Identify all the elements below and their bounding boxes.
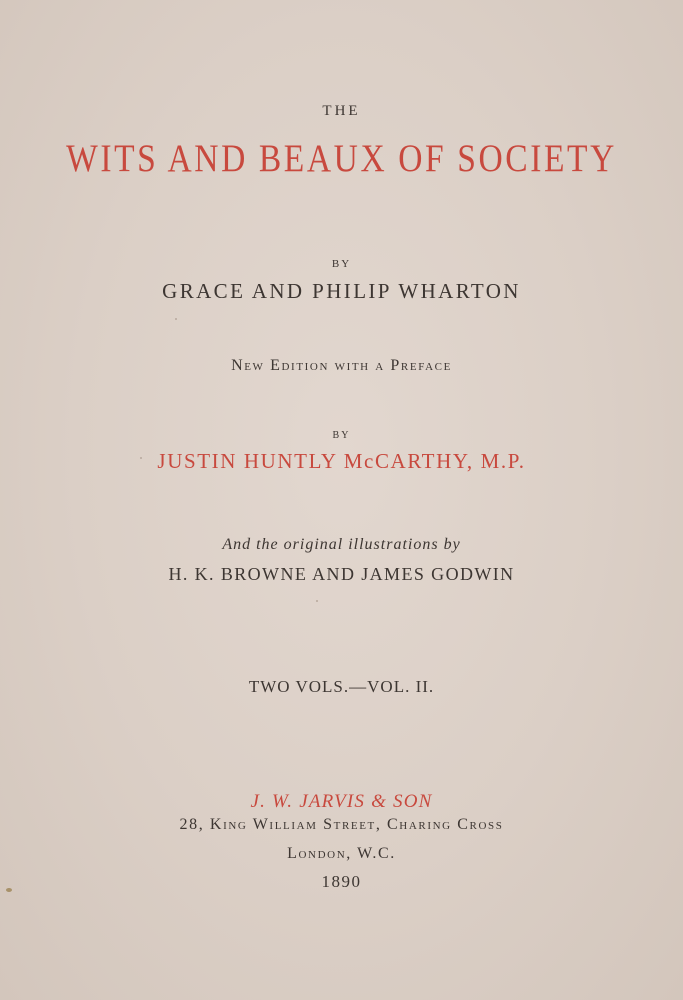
paper-speck: [140, 457, 142, 459]
publisher-city: London, W.C.: [287, 845, 396, 862]
publication-year: 1890: [321, 872, 362, 891]
authors: GRACE AND PHILIP WHARTON: [162, 279, 521, 303]
by-label-authors: BY: [331, 258, 352, 270]
publisher-address: 28, King William Street, Charing Cross: [179, 816, 504, 833]
volume-info: TWO VOLS.—VOL. II.: [248, 677, 435, 696]
book-title: WITS AND BEAUX OF SOCIETY: [66, 137, 617, 180]
illustrations-intro: And the original illustrations by: [222, 536, 461, 553]
editor-name: JUSTIN HUNTLY McCARTHY, M.P.: [157, 449, 526, 473]
edition-note: New Edition with a Preface: [231, 357, 452, 374]
paper-speck: [316, 600, 318, 602]
paper-speck: [175, 318, 177, 320]
title-article: THE: [322, 103, 361, 119]
paper-speck: [6, 888, 12, 892]
by-label-editor: BY: [332, 430, 351, 441]
publisher-name: J. W. JARVIS & SON: [250, 791, 433, 812]
illustrators: H. K. BROWNE AND JAMES GODWIN: [168, 564, 515, 584]
